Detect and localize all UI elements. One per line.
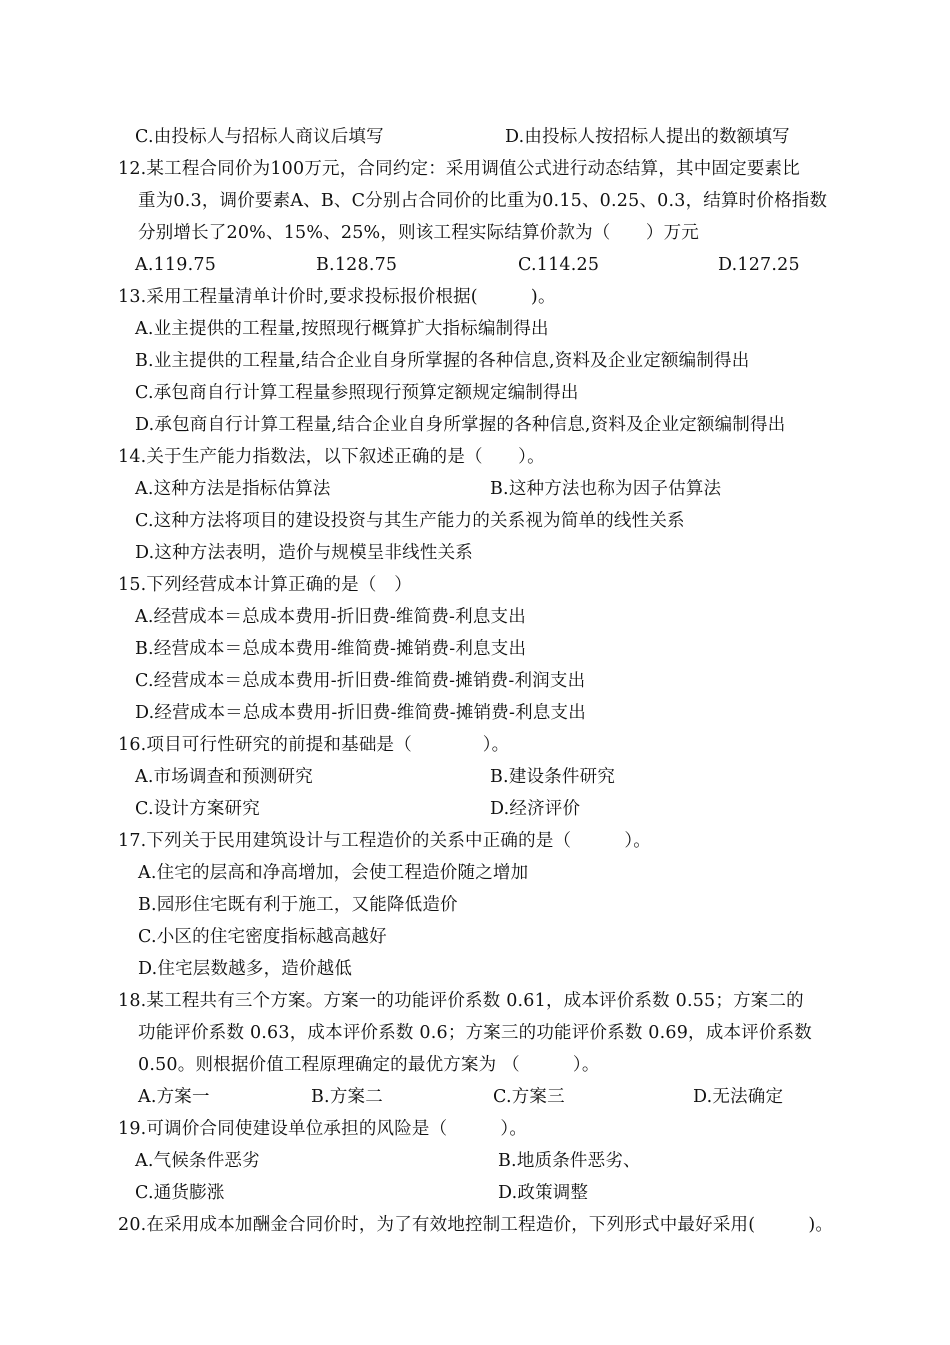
q17-option-a: A.住宅的层高和净高增加，会使工程造价随之增加 bbox=[138, 863, 529, 883]
q19-option-c: C.通货膨涨 bbox=[135, 1183, 225, 1203]
q16-option-c: C.设计方案研究 bbox=[135, 799, 260, 819]
q15-stem: 15.下列经营成本计算正确的是（ ） bbox=[118, 575, 412, 595]
q15-option-b: B.经营成本＝总成本费用-维简费-摊销费-利息支出 bbox=[135, 639, 527, 659]
q19-option-a: A.气候条件恶劣 bbox=[135, 1151, 260, 1171]
q19-option-d: D.政策调整 bbox=[498, 1183, 589, 1203]
q14-option-a: A.这种方法是指标估算法 bbox=[135, 479, 331, 499]
q18-stem-line1: 18.某工程共有三个方案。方案一的功能评价系数 0.61，成本评价系数 0.55；方案二的 bbox=[118, 991, 804, 1011]
q12-option-a: A.119.75 bbox=[135, 255, 217, 275]
q16-stem: 16.项目可行性研究的前提和基础是（ ）。 bbox=[118, 735, 510, 755]
q11-option-c: C.由投标人与招标人商议后填写 bbox=[135, 127, 384, 147]
q12-option-c: C.114.25 bbox=[518, 255, 600, 275]
q15-option-a: A.经营成本＝总成本费用-折旧费-维简费-利息支出 bbox=[135, 607, 526, 627]
q14-option-c: C.这种方法将项目的建设投资与其生产能力的关系视为简单的线性关系 bbox=[135, 511, 685, 531]
q15-option-c: C.经营成本＝总成本费用-折旧费-维简费-摊销费-利润支出 bbox=[135, 671, 586, 691]
q18-stem-line3: 0.50。则根据价值工程原理确定的最优方案为 （ ）。 bbox=[138, 1055, 600, 1075]
q17-option-c: C.小区的住宅密度指标越高越好 bbox=[138, 927, 387, 947]
q20-stem: 20.在采用成本加酬金合同价时，为了有效地控制工程造价，下列形式中最好采用( )。 bbox=[118, 1215, 834, 1235]
q16-option-d: D.经济评价 bbox=[490, 799, 581, 819]
q12-option-d: D.127.25 bbox=[718, 255, 800, 275]
q17-option-b: B.园形住宅既有利于施工，又能降低造价 bbox=[138, 895, 458, 915]
q15-option-d: D.经营成本＝总成本费用-折旧费-维简费-摊销费-利息支出 bbox=[135, 703, 586, 723]
q18-option-b: B.方案二 bbox=[311, 1087, 383, 1107]
q12-stem-line3: 分别增长了20%、15%、25%，则该工程实际结算价款为（ ）万元 bbox=[138, 223, 699, 243]
q18-option-a: A.方案一 bbox=[138, 1087, 210, 1107]
q14-option-b: B.这种方法也称为因子估算法 bbox=[490, 479, 722, 499]
q16-option-b: B.建设条件研究 bbox=[490, 767, 616, 787]
q12-stem-line1: 12.某工程合同价为100万元，合同约定：采用调值公式进行动态结算，其中固定要素比 bbox=[118, 159, 800, 179]
q12-stem-line2: 重为0.3，调价要素A、B、C分别占合同价的比重为0.15、0.25、0.3，结算时价格指数 bbox=[138, 191, 828, 211]
q12-option-b: B.128.75 bbox=[316, 255, 398, 275]
q19-option-b: B.地质条件恶劣、 bbox=[498, 1151, 641, 1171]
q13-option-a: A.业主提供的工程量,按照现行概算扩大指标编制得出 bbox=[135, 319, 549, 339]
q14-option-d: D.这种方法表明，造价与规模呈非线性关系 bbox=[135, 543, 473, 563]
q17-stem: 17.下列关于民用建筑设计与工程造价的关系中正确的是（ ）。 bbox=[118, 831, 651, 851]
q17-option-d: D.住宅层数越多，造价越低 bbox=[138, 959, 353, 979]
q16-option-a: A.市场调查和预测研究 bbox=[135, 767, 313, 787]
q13-option-b: B.业主提供的工程量,结合企业自身所掌握的各种信息,资料及企业定额编制得出 bbox=[135, 351, 750, 371]
q11-option-d: D.由投标人按招标人提出的数额填写 bbox=[505, 127, 790, 147]
q14-stem: 14.关于生产能力指数法，以下叙述正确的是（ ）。 bbox=[118, 447, 545, 467]
q13-option-d: D.承包商自行计算工程量,结合企业自身所掌握的各种信息,资料及企业定额编制得出 bbox=[135, 415, 786, 435]
q13-stem: 13.采用工程量清单计价时,要求投标报价根据( )。 bbox=[118, 287, 556, 307]
q18-option-c: C.方案三 bbox=[493, 1087, 565, 1107]
q19-stem: 19.可调价合同使建设单位承担的风险是（ ）。 bbox=[118, 1119, 528, 1139]
q18-option-d: D.无法确定 bbox=[693, 1087, 784, 1107]
q13-option-c: C.承包商自行计算工程量参照现行预算定额规定编制得出 bbox=[135, 383, 579, 403]
q18-stem-line2: 功能评价系数 0.63，成本评价系数 0.6；方案三的功能评价系数 0.69，成本评价系数 bbox=[138, 1023, 812, 1043]
